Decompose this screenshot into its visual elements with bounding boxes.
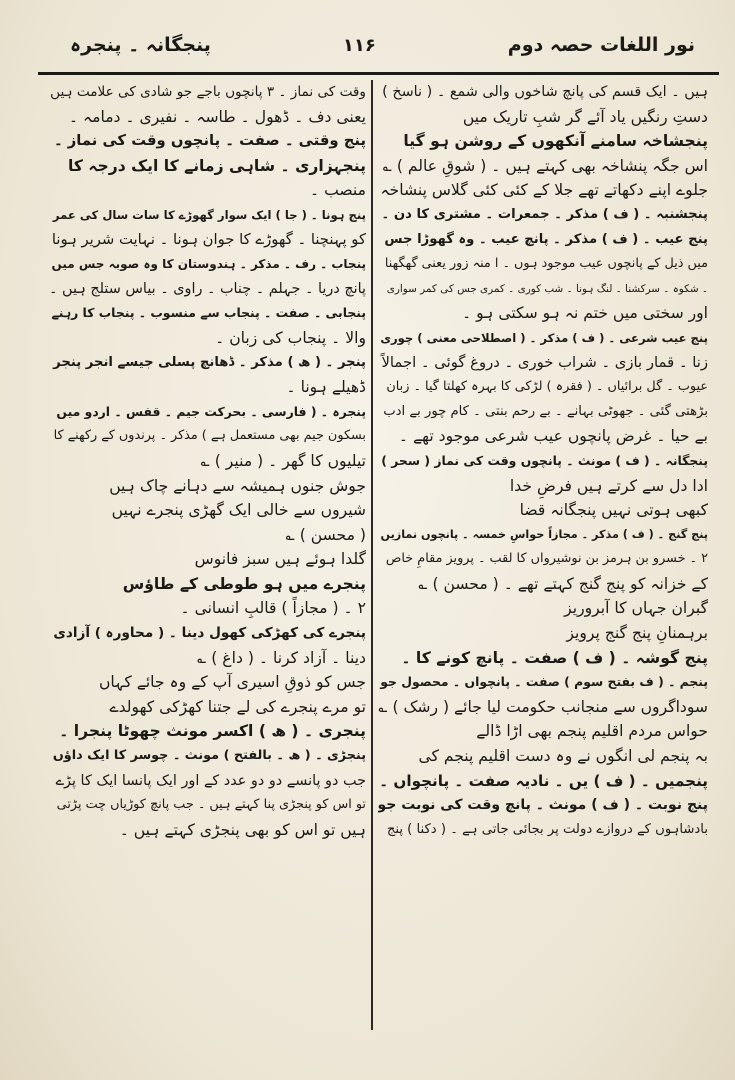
text-line: پنجرے میں ہو طوطی کے طاؤس	[122, 574, 366, 593]
text-line: زنا ۔ قمار بازی ۔ شراب خوری ۔ دروغ گوئی ۔ اجمالاً	[381, 353, 708, 371]
text-line: پنج گوشہ ۔ ( ف ) صفت ۔ پانچ کونے کا ۔	[401, 648, 708, 667]
text-line: میں ذیل کے پانچوں عیب موجود ہوں ۔ ا منہ زور یعنی گھگھنا	[384, 256, 708, 272]
text-line: پنجگانہ ۔ ( ف ) مونث ۔ پانچوں وقت کی نماز ( سحر )	[381, 452, 708, 468]
text-line: بے حیا ۔ غرض پانچوں عیب شرعی موجود تھے ۔	[398, 427, 708, 446]
text-line: دینا ۔ آزاد کرنا ۔ ( داغ ) ؎	[197, 648, 366, 667]
text-line: اس جگہ پنشاخہ بھی کہتے ہیں ۔ ( شوقِ عالم ) ؎	[382, 156, 708, 175]
text-line: برہمنانِ پنج گنج پرویز	[566, 624, 708, 643]
text-line: ( محسن ) ؎	[285, 525, 366, 544]
text-line: عیوب ۔ گل برائیاں ۔ ( فقرہ ) لڑکی کا بہرہ کھلتا گیا ۔ زبان	[386, 379, 708, 395]
text-line: ہیں ۔ ایک قسم کی پانچ شاخوں والی شمع ۔ ( ناسخ )	[382, 84, 708, 100]
text-line: یعنی دف ۔ ڈھول ۔ طاسہ ۔ نفیری ۔ دمامہ ۔	[68, 107, 366, 126]
text-line: پنجمیں ۔ ( ف ) یں ۔ نادیہ صفت ۔ پانچواں ۔	[379, 771, 708, 790]
text-line: پنجر ۔ ( ھ ) مذکر ۔ ڈھانچ پسلی جیسے انجر پنجر	[53, 354, 366, 370]
text-line: گلدا ہوئے ہیں سبز فانوس	[194, 550, 366, 569]
text-line: جوش جنوں ہمیشہ سے دہانے چاک ہیں	[109, 476, 366, 495]
text-line: پنج گنج ۔ ( ف ) مذکر ۔ مجازاً حواسِ خمسہ ۔ پانچوں نمازیں	[380, 527, 708, 541]
page-header	[70, 28, 695, 62]
text-line: شیروں سے خالی ایک گھڑی پنجرے نہیں	[111, 501, 366, 520]
text-line: پنجڑی ۔ ( ھ ۔ بالفتح ) مونث ۔ چوسر کا ایک داؤں	[52, 748, 366, 764]
text-line: بادشاہوں کے دروازے دولت پر بجائی جاتی ہے ۔ ( دکنا ) پنج	[386, 821, 708, 837]
text-line: کو پہنچنا ۔ گھوڑے کا جوان ہونا ۔ نہایت شریر ہونا	[51, 230, 366, 248]
text-line: پنج وقتی ۔ صفت ۔ پانچوں وقت کی نماز ۔	[53, 132, 366, 150]
text-line: تو مرے پنجرے کی لے جتنا کھڑکی کھولدے	[109, 697, 366, 716]
page-number: ۱۱۶	[342, 34, 376, 56]
text-line: پنجابی ۔ صفت ۔ پنجاب سے منسوب ۔ پنجاب کا رہنے	[51, 305, 366, 321]
text-line: پنج ہونا ۔ ( جا ) ایک سوار گھوڑے کا سات سال کی عمر	[52, 207, 366, 222]
text-line: حواس مردم اقلیم پنجم بھی اڑا ڈالے	[476, 722, 708, 741]
text-line: ڈھیلے ہونا ۔	[286, 378, 366, 397]
header-rule	[38, 72, 719, 75]
text-line: تو اس کو پنجڑی پنا کہتے ہیں ۔ جب پانچ کوڑیاں چت پڑتی	[56, 797, 366, 813]
text-line: گبران جہاں کا آبروریز	[564, 599, 708, 618]
text-line: پنج عیب ۔ ( ف ) مذکر ۔ پانچ عیب ۔ وہ گھوڑا جس	[384, 231, 708, 247]
running-head: پنجگانہ ۔ پنجرہ	[70, 34, 211, 56]
text-line: ادا دل سے کرتے ہیں فرضِ خدا	[509, 476, 708, 495]
text-line: ۔ شکوہ ۔ سرکشنا ۔ لنگ ہونا ۔ شب کوری ۔ کمری جس کی کمر سواری	[386, 282, 708, 295]
text-line: تیلیوں کا گھر ۔ ( منیر ) ؎	[200, 451, 366, 470]
text-line: دستِ رنگیں یاد آئے گر شبِ تاریک میں	[462, 107, 708, 126]
text-line: ۲ ۔ ( مجازاً ) قالبِ انسانی ۔	[180, 599, 366, 618]
text-line: پنج نوبت ۔ ( ف ) مونث ۔ پانچ وقت کی نوبت جو	[378, 797, 708, 814]
text-line: وقت کی نماز ۔ ۳ پانچوں باجے جو شادی کی علامت ہیں	[50, 84, 366, 100]
text-line: پنجہزاری ۔ شاہی زمانے کا ایک درجہ کا	[67, 156, 366, 175]
text-line: پنجشاخہ سامنے آنکھوں کے روشن ہو گیا	[403, 132, 708, 151]
text-line: والا ۔ پنجاب کی زبان ۔	[215, 328, 366, 347]
text-line: پنج عیب شرعی ۔ ( ف ) مذکر ۔ ( اصطلاحی معنی ) چوری	[380, 330, 708, 345]
text-line: پنجشنبہ ۔ ( ف ) مذکر ۔ جمعرات ۔ مشتری کا دن ۔	[381, 206, 708, 222]
text-line: کے خزانہ کو پنج گنج کہتے تھے ۔ ( محسن ) ؎	[418, 574, 708, 593]
text-line: بسکون جیم بھی مستعمل ہے ) مذکر ۔ پرندوں کے رکھنے کا	[53, 428, 366, 444]
text-line: کبھی ہوتی نہیں پنجگانہ قضا	[519, 501, 708, 520]
text-line: ہیں تو اس کو بھی پنجڑی کہتے ہیں ۔	[119, 820, 366, 839]
column-divider	[371, 80, 373, 1030]
text-line: پنجری ۔ ( ھ ) اکسر مونث چھوٹا پنجرا ۔	[59, 722, 366, 741]
text-line: جلوے اپنے دکھاتے تھے جلا کے کئی کئی گلاس پنشاخہ	[380, 181, 708, 200]
text-line: پنجرہ ۔ ( فارسی ۔ بحرکت جیم ۔ قفس ۔ اردو میں	[56, 403, 366, 419]
book-title: نور اللغات حصہ دوم	[507, 34, 695, 56]
text-line: جب دو پانسے دو دو عدد کے اور ایک پانسا ایک کا پڑے	[55, 772, 366, 789]
text-line: پنجاب ۔ رف ۔ مذکر ۔ ہندوستان کا وہ صوبہ جس میں	[51, 257, 366, 272]
text-line: ۲ ۔ خسرو بن ہرمز بن نوشیرواں کا لقب ۔ پرویز مقامِ خاص	[385, 551, 708, 567]
right-column	[378, 80, 708, 1040]
text-line: پانچ دریا ۔ جہلم ۔ چناب ۔ راوی ۔ بیاس ستلج ہیں ۔	[49, 280, 366, 297]
text-line: سوداگروں سے منجانب حکومت لیا جائے ( رشک ) ؎	[378, 697, 708, 716]
text-line: پنجرے کی کھڑکی کھول دینا ۔ ( محاورہ ) آزادی	[53, 625, 366, 642]
text-line: منصب ۔	[310, 181, 366, 200]
text-line: بہ پنجم لی انگوں نے وہ دست اقلیم پنجم کی	[418, 747, 708, 766]
text-line: بڑھتی گئی ۔ جھوٹی بہانے ۔ بے رحم بنتی ۔ کام چور بے ادب	[383, 403, 708, 419]
text-line: پنجم ۔ ( ف بفتح سوم ) صفت ۔ پانچواں ۔ محصول جو	[380, 674, 708, 690]
text-line: جس کو ذوقِ اسیری آپ کے وہ جائے کہاں	[98, 673, 366, 692]
text-line: اور سختی میں ختم نہ ہو سکتی ہو ۔	[462, 304, 708, 323]
left-column	[48, 80, 366, 1040]
